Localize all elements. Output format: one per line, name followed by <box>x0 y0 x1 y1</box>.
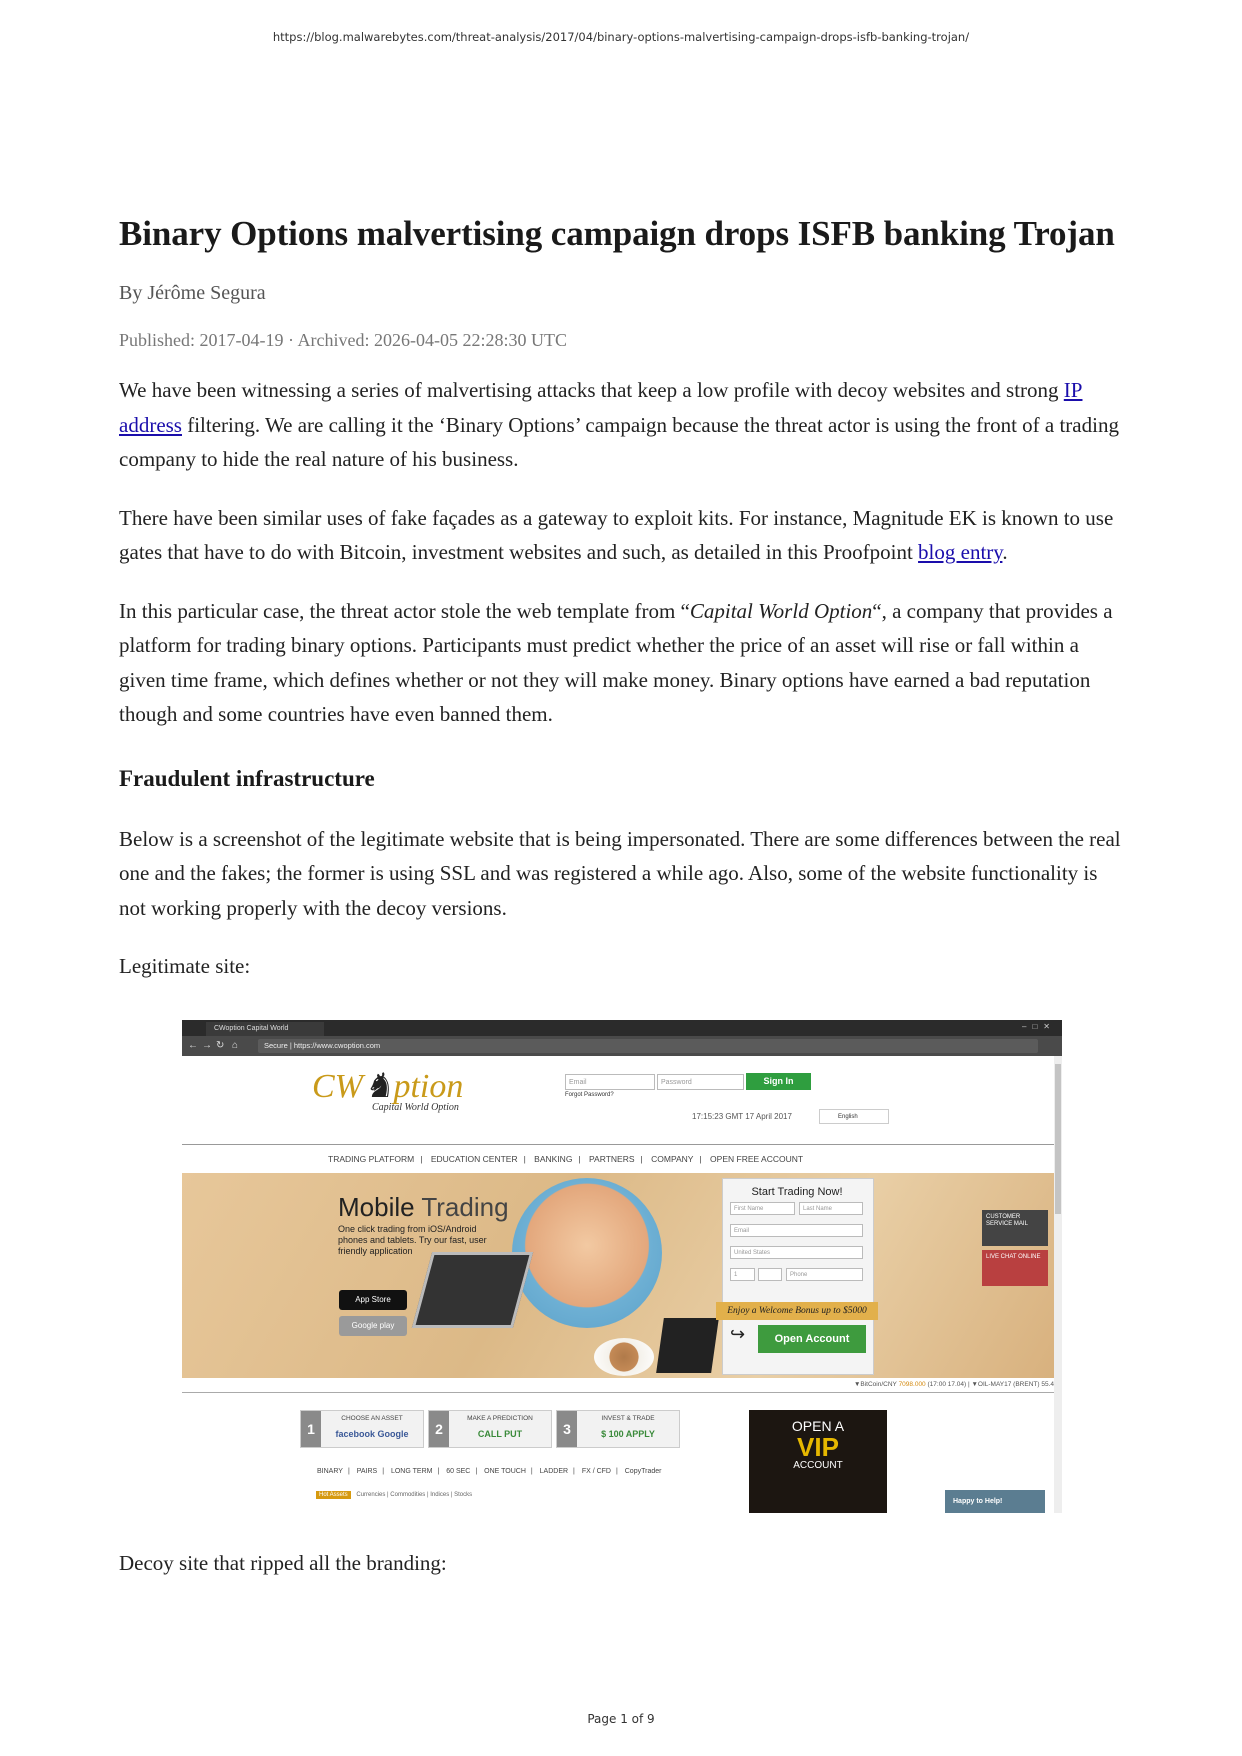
signup-email-field: Email <box>730 1224 863 1237</box>
paragraph-3: In this particular case, the threat actor stole the web template from “Capital World Option“, a company that provides a platform for trading binary options. Participants must predict whether the price of an asset will rise or fall within a given time frame, which defines whether or not they will make money. Binary options have earned a bad reputation though and some countries have even banned them. <box>119 598 1113 726</box>
legitimate-site-screenshot <box>182 1020 1062 1513</box>
language-select: English <box>819 1109 889 1124</box>
last-name-field: Last Name <box>799 1202 863 1215</box>
app-store-badge: App Store <box>339 1290 407 1310</box>
browser-tabbar <box>182 1020 1062 1036</box>
trade-tab: FX / CFD <box>581 1468 611 1475</box>
nav-item: BANKING <box>534 1154 573 1164</box>
ip-address-link[interactable]: IP address <box>119 378 1083 437</box>
hero-title: Mobile Trading <box>338 1192 509 1222</box>
trade-tab: BINARY <box>317 1468 343 1475</box>
customer-service-button: CUSTOMER SERVICE MAIL <box>982 1210 1048 1246</box>
article <box>119 210 1129 984</box>
browser-url: Secure | https://www.cwoption.com <box>258 1039 1038 1053</box>
nav-item: COMPANY <box>651 1154 694 1164</box>
google-play-badge: Google play <box>339 1316 407 1336</box>
asset-filter-tabs: Hot Assets Currencies | Commodities | Indices | Stocks <box>316 1492 472 1498</box>
legitimate-site-label: Legitimate site: <box>119 954 251 978</box>
sign-in-button: Sign In <box>746 1073 811 1090</box>
logo-subtitle: Capital World Option <box>372 1102 459 1113</box>
country-select: United States <box>730 1246 863 1259</box>
cwoption-logo: CW♞ption <box>312 1068 464 1105</box>
trade-type-tabs: BINARY | PAIRS | LONG TERM | 60 SEC | ONE TOUCH | LADDER | FX / CFD | CopyTrader <box>317 1468 662 1475</box>
first-name-field: First Name <box>730 1202 795 1215</box>
decoy-site-label: Decoy site that ripped all the branding: <box>119 1551 447 1575</box>
nav-item: OPEN FREE ACCOUNT <box>710 1154 804 1164</box>
password-field: Password <box>657 1074 744 1090</box>
laptop-image <box>412 1252 533 1328</box>
nav-item: EDUCATION CENTER <box>430 1154 518 1164</box>
step-1: 1 CHOOSE AN ASSET facebook Google <box>300 1410 424 1448</box>
hero-text: One click trading from iOS/Android phones and tablets. Try our fast, user friendly application <box>338 1224 487 1256</box>
browser-addressbar <box>182 1036 1062 1056</box>
nav-item: PARTNERS <box>589 1154 635 1164</box>
trade-tab: LADDER <box>539 1468 569 1475</box>
price-ticker: ▼BitCoin/CNY 7098.000 (17:00 17.04) | ▼OIL-MAY17 (BRENT) 55.4 <box>182 1378 1054 1393</box>
phone-field: Phone <box>786 1268 863 1281</box>
trade-tab: LONG TERM <box>390 1468 433 1475</box>
step-2: 2 MAKE A PREDICTION CALL PUT <box>428 1410 552 1448</box>
happy-to-help-chat: Happy to Help! <box>945 1490 1045 1513</box>
email-field: Email <box>565 1074 655 1090</box>
blog-entry-link[interactable]: blog entry <box>918 540 1003 564</box>
paragraph-1: We have been witnessing a series of malvertising attacks that keep a low profile with decoy websites and strong IP address filtering. We are calling it the ‘Binary Options’ campaign because the threat actor is using the front of a trading company to hide the real nature of his business. <box>119 378 1119 471</box>
paragraph-4: Below is a screenshot of the legitimate website that is being impersonated. There are some differences between the real one and the fakes; the former is using SSL and was registered a while ago. Also, some of the website functionality is not working properly with the decoy versions. <box>119 826 1121 920</box>
nav-item: TRADING PLATFORM <box>328 1154 415 1164</box>
window-controls-icon: –□✕ <box>1022 1022 1056 1031</box>
forward-icon: → <box>202 1040 212 1051</box>
trade-tab: PAIRS <box>356 1468 378 1475</box>
scrollbar-thumb <box>1055 1064 1061 1214</box>
browser-tab: CWoption Capital World <box>206 1022 324 1036</box>
site-nav: TRADING PLATFORM | EDUCATION CENTER | BANKING | PARTNERS | COMPANY | OPEN FREE ACCOUNT <box>328 1154 804 1164</box>
curved-arrow-icon: ↪ <box>730 1324 746 1344</box>
trade-tab: CopyTrader <box>624 1468 662 1475</box>
live-chat-button: LIVE CHAT ONLINE <box>982 1250 1048 1286</box>
article-title: Binary Options malvertising campaign drops ISFB banking Trojan <box>119 214 1115 253</box>
trade-tab: 60 SEC <box>446 1468 471 1475</box>
open-account-button: Open Account <box>758 1325 866 1353</box>
phone-code-field: 1 <box>730 1268 755 1281</box>
paragraph-2: There have been similar uses of fake façades as a gateway to exploit kits. For instance, Magnitude EK is known to use gates that have to do with Bitcoin, investment websites and such, as detailed in this Proofpoint blog entry. <box>119 505 1114 564</box>
hot-assets-badge: Hot Assets <box>316 1491 351 1499</box>
cookies-plate-image <box>594 1338 654 1376</box>
hero-person-image <box>512 1178 662 1328</box>
vip-account-banner: OPEN A VIP ACCOUNT <box>749 1410 887 1513</box>
nav-divider <box>182 1144 1054 1145</box>
page-footer: Page 1 of 9 <box>587 1712 655 1726</box>
tablet-image <box>656 1318 719 1373</box>
article-meta: Published: 2017-04-19 · Archived: 2026-04-05 22:28:30 UTC <box>119 330 567 350</box>
signup-form-title: Start Trading Now! <box>751 1186 843 1198</box>
welcome-bonus-banner: Enjoy a Welcome Bonus up to $5000 <box>716 1302 878 1320</box>
section-heading: Fraudulent infrastructure <box>119 765 375 791</box>
page-url: https://blog.malwarebytes.com/threat-analysis/2017/04/binary-options-malvertising-campaign-drops-isfb-banking-trojan/ <box>272 30 970 44</box>
trade-tab: ONE TOUCH <box>484 1468 526 1475</box>
clock: 17:15:23 GMT 17 April 2017 <box>692 1112 792 1121</box>
article-byline: By Jérôme Segura <box>119 282 266 304</box>
step-3: 3 INVEST & TRADE $ 100 APPLY <box>556 1410 680 1448</box>
home-icon: ⌂ <box>232 1040 239 1051</box>
reload-icon: ↻ <box>216 1040 225 1051</box>
phone-area-field <box>758 1268 782 1281</box>
forgot-password-link: Forgot Password? <box>565 1092 614 1098</box>
back-icon: ← <box>188 1040 198 1051</box>
